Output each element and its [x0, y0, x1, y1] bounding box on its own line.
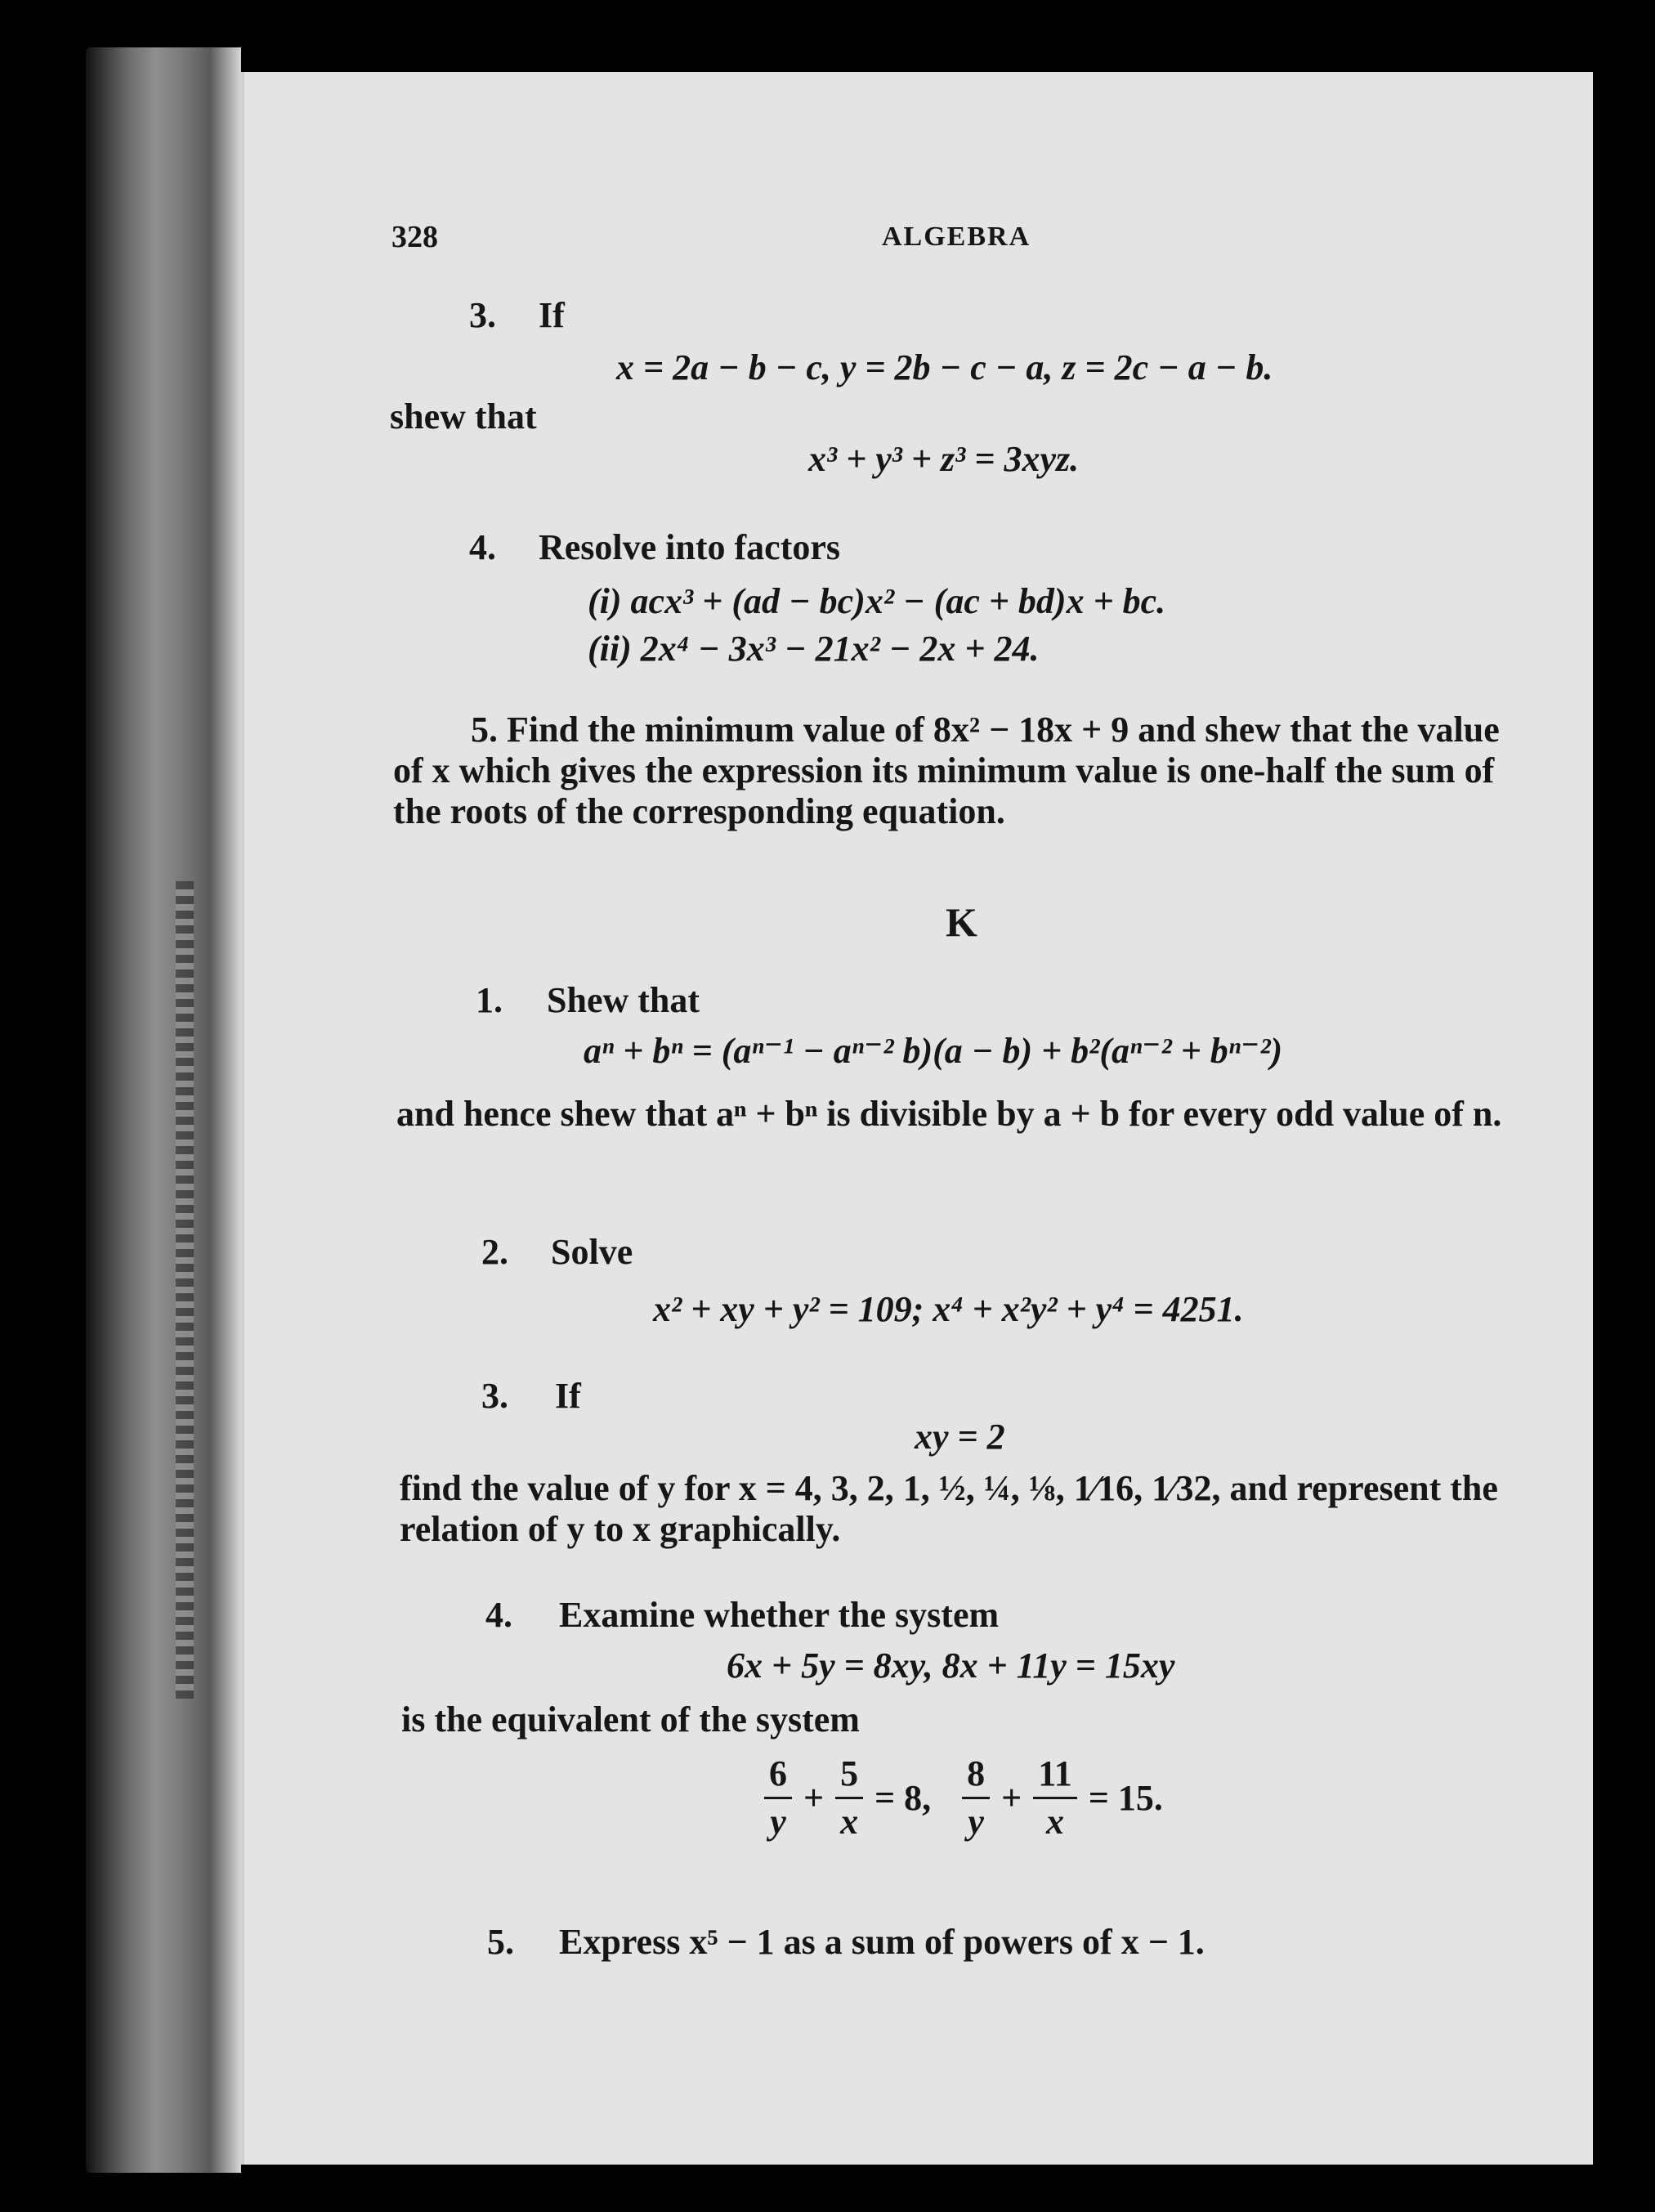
equation: x² + xy + y² = 109; x⁴ + x²y² + y⁴ = 4251. — [653, 1289, 1244, 1329]
question-number: 1. — [476, 980, 503, 1020]
equation: (ii) 2x⁴ − 3x³ − 21x² − 2x + 24. — [588, 629, 1040, 669]
question-number: 4. — [485, 1595, 512, 1635]
question-lead: Solve — [551, 1232, 633, 1272]
question-lead: Shew that — [547, 980, 700, 1020]
fraction: $\frac{8}{y}$ — [962, 1756, 990, 1840]
book-page — [241, 72, 1593, 2165]
question-text: is the equivalent of the system — [401, 1699, 860, 1740]
book-spine — [86, 47, 241, 2173]
question-text: Find the minimum value of 8x² − 18x + 9 and shew that the value of x which gives the expression its minimum value is one-half the sum of the roots of the corresponding equation. — [393, 710, 1500, 831]
equation: (i) acx³ + (ad − bc)x² − (ac + bd)x + bc. — [588, 581, 1166, 621]
section-heading: K — [946, 899, 977, 945]
equation: 6x + 5y = 8xy, 8x + 11y = 15xy — [727, 1646, 1175, 1686]
question-number: 3. — [469, 295, 496, 335]
question-number: 4. — [469, 527, 496, 567]
question-lead: Resolve into factors — [539, 527, 841, 567]
fraction: $\frac{6}{y}$ — [764, 1756, 792, 1840]
equation: xy = 2 — [915, 1417, 1005, 1457]
question-text: find the value of y for x = 4, 3, 2, 1, ½, ¼, ⅛, 1⁄16, 1⁄32, and represent the relation of y to x graphically. — [400, 1468, 1498, 1549]
question-lead: If — [539, 295, 565, 335]
question-paragraph — [393, 710, 1521, 832]
fraction: $\frac{5}{x}$ — [835, 1756, 863, 1840]
question-lead: Examine whether the system — [559, 1595, 1000, 1635]
fraction-equation: $\frac{6}{y}$ + $\frac{5}{x}$ = 8, $\frac{8}{y}$ + $\frac{11}{x}$ = 15. — [759, 1756, 1170, 1840]
question-number: 3. — [481, 1376, 508, 1416]
question-number: 2. — [481, 1232, 508, 1272]
page-number: 328 — [391, 220, 438, 254]
running-title: ALGEBRA — [882, 222, 1031, 252]
question-text: and hence shew that aⁿ + bⁿ is divisible by a + b for every odd value of n. — [396, 1094, 1502, 1134]
question-number: 5. — [487, 1922, 514, 1962]
question-text: Express x⁵ − 1 as a sum of powers of x − 1. — [559, 1922, 1205, 1962]
question-lead: If — [555, 1376, 581, 1416]
equation: x = 2a − b − c, y = 2b − c − a, z = 2c − a − b. — [616, 347, 1273, 387]
equation: aⁿ + bⁿ = (aⁿ⁻¹ − aⁿ⁻² b)(a − b) + b²(aⁿ⁻² + bⁿ⁻²) — [584, 1031, 1283, 1071]
question-text: shew that — [390, 396, 537, 437]
equation: x³ + y³ + z³ = 3xyz. — [808, 439, 1080, 479]
question-number: 5. — [471, 710, 498, 750]
fraction: $\frac{11}{x}$ — [1033, 1756, 1077, 1840]
